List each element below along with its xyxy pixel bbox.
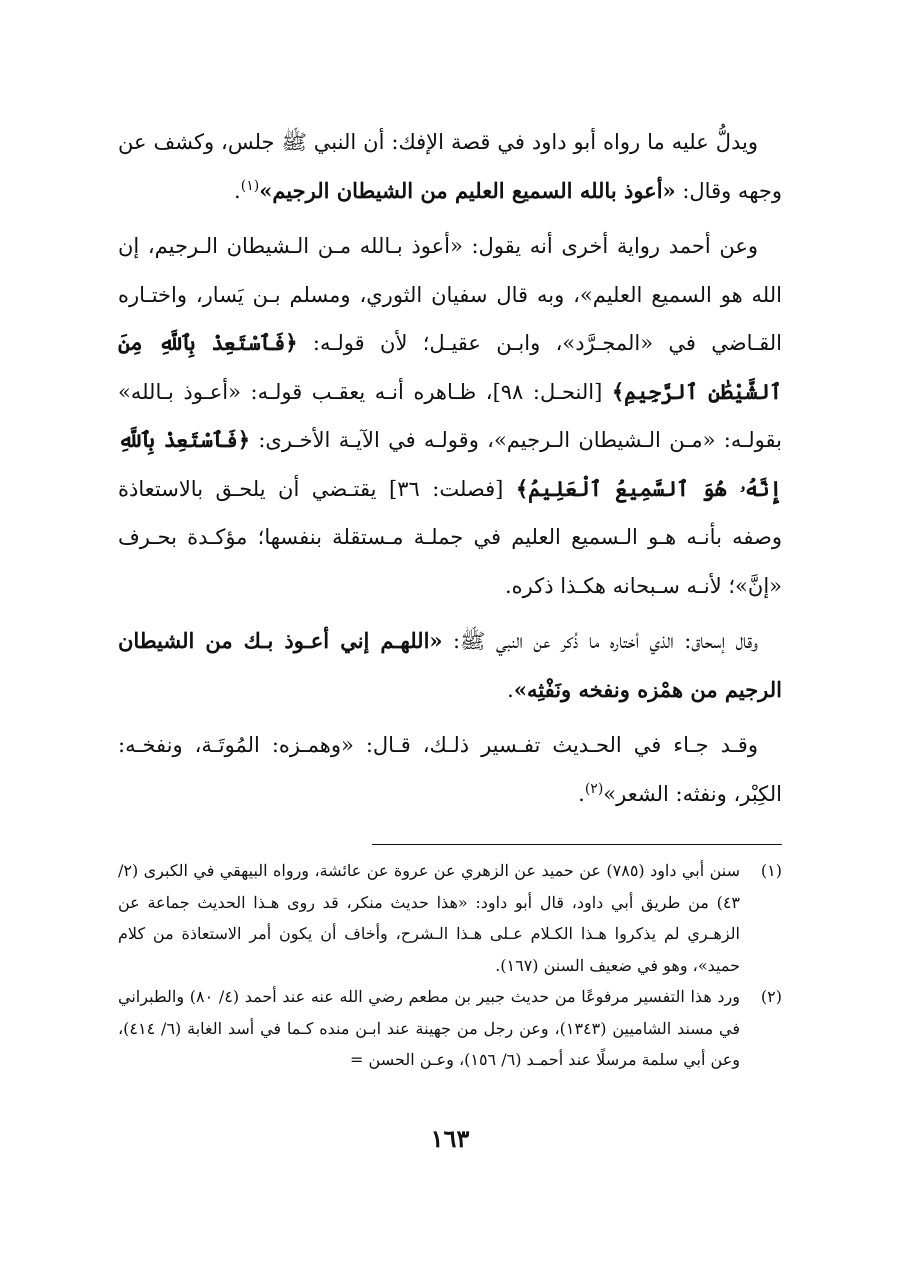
paragraph-3-intro: وقال إسحاق: الذي أختاره ما ذُكر عن النبي ﷺ: [442, 629, 758, 653]
hadith-quote-2: «اللهـم إني أعـوذ بـك من الشيطان الرجيم من همْزه ونفخه ونَفْثِه» [118, 628, 782, 702]
footnote-2-text: ورد هذا التفسير مرفوعًا من حديث جبير بن مطعم رضي الله عنه عند أحمد (٤/ ٨٠) والطبراني في مسند الشاميين (١٣٤٣)، وعن رجل من جهينة عند ابـن منده كـما في أسد الغابة (٦/ ٤١٤)، وعن أبي سلمة مرسلًا عند أحمـد (٦/ ١٥٦)، وعـن الحسن = [118, 987, 741, 1069]
paragraph-3 [118, 617, 782, 714]
paragraph-4-text: وقـد جـاء في الحـديث تفـسير ذلـك، قـال: «وهمـزه: المُوتَـة، ونفخـه: الكِبْر، ونفثه: الشعر» [118, 733, 782, 806]
footnote-2 [118, 981, 782, 1076]
paragraph-4-end: . [578, 781, 585, 806]
paragraph-1-text: ويدلُّ عليه ما رواه أبو داود في قصة الإفك: أن النبي ﷺ جلس، وكشف عن وجهه وقال: [118, 130, 782, 203]
hadith-quote-1: «أعوذ بالله السميع العليم من الشيطان الرجيم» [259, 177, 676, 203]
page-number: ١٦٣ [430, 1124, 470, 1153]
paragraph-2-mid: [النحـل: ٩٨]، ظـاهره أنـه يعقـب قولـه: «أعـوذ بـالله» بقولـه: «مـن الـشيطان الـرجيم»، وقولـه في الآيـة الأخـرى: [118, 379, 782, 452]
footnote-ref-1[interactable]: (١) [240, 177, 260, 194]
main-text [118, 118, 782, 825]
footnote-1 [118, 855, 782, 981]
paragraph-3-end: . [507, 677, 514, 702]
paragraph-2 [118, 222, 782, 610]
paragraph-4 [118, 721, 782, 818]
paragraph-2-end: [فصلت: ٣٦] يقتـضي أن يلحـق بالاستعاذة وصفه بأنـه هـو الـسميع العليم في جملـة مـستقلة بنفسها؛ مؤكـدة بحـرف «إنَّ»؛ لأنـه سـبحانه هكـذا ذكره. [118, 476, 782, 598]
footnote-ref-2[interactable]: (٢) [584, 780, 604, 797]
quran-verse-1: ﴿فَٱسْتَعِذْ بِٱللَّهِ مِنَ ٱلشَّيْطَٰنِ ٱلرَّجِيمِ﴾ [118, 330, 782, 404]
footnote-1-text: سنن أبي داود (٧٨٥) عن حميد عن الزهري عن عروة عن عائشة، ورواه البيهقي في الكبرى (٢/ ٤٣) من طريق أبي داود، قال أبو داود: «هذا حديث منكر، قد روى هـذا الحديث جماعة عن الزهـري لم يذكروا هـذا الكـلام عـلى هـذا الـشرح، وأخاف أن يكون أمر الاستعاذة من كلام حميد»، وهو في ضعيف السنن (١٦٧). [118, 861, 740, 975]
paragraph-1-end: . [234, 178, 241, 203]
footnotes [118, 855, 782, 1076]
footnote-1-number: (١) [760, 861, 782, 880]
footnote-divider [372, 844, 782, 845]
footnote-2-number: (٢) [760, 987, 782, 1006]
quran-verse-2: ﴿فَٱسْتَعِذْ بِٱللَّهِ إِنَّهُۥ هُوَ ٱلسَّمِيعُ ٱلْعَلِيمُ﴾ [118, 427, 782, 501]
paragraph-1 [118, 118, 782, 215]
paragraph-2-intro: وعن أحمد رواية أخرى أنه يقول: «أعوذ بـالله مـن الـشيطان الـرجيم، إن الله هو السميع العليم»، وبه قال سفيان الثوري، ومسلم بـن يَسار، واختـاره القـاضي في «المجـرَّد»، وابـن عقيـل؛ لأن قولـه: [118, 234, 783, 355]
